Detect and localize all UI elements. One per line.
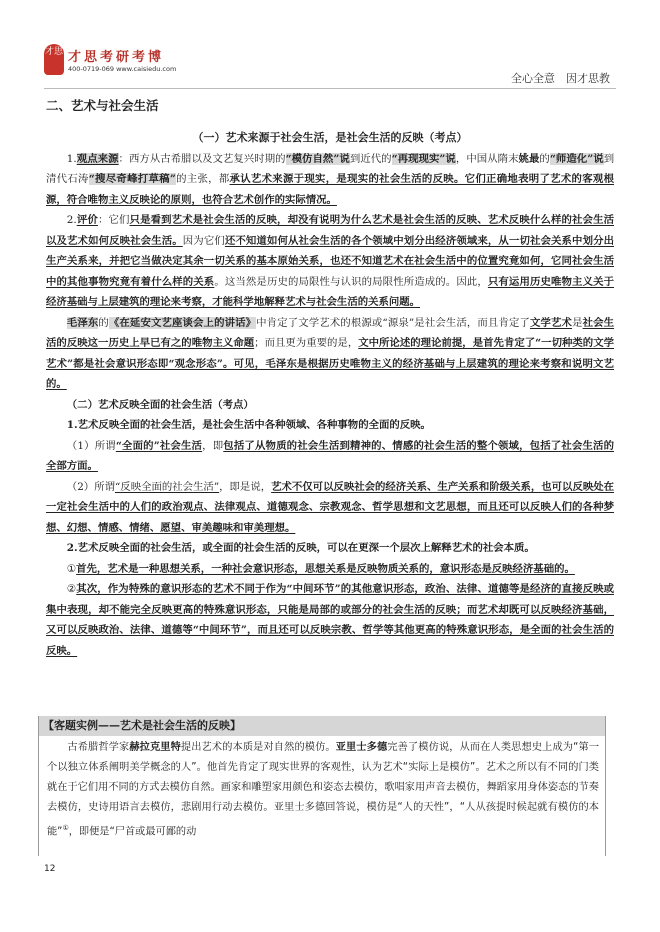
case-example-title: 【客题实例——艺术是社会生活的反映】 [39, 716, 605, 736]
paragraph-2: 2.评价：它们只是看到艺术是社会生活的反映，却没有说明为什么艺术是社会生活的反映、艺术反映什么样的社会生活以及艺术如何反映社会生活。因为它们还不知道如何从社会生活的各个领域中划分出经济领域来，从一切社会关系中划分出生产关系来，并把它当做决定其余一切关系的基本原始关系，也还不知道艺术在社会生活中的位置究竟如何，它同社会生活中的其他事物究竟有着什么样的关系。这当然是历史的局限性与认识的局限性所造成的。因此，只有运用历史唯物主义关于经济基础与上层建筑的理论来考察，才能科学地解释艺术与社会生活的关系问题。 [46, 214, 615, 308]
paragraph-9: ②其次，作为特殊的意识形态的艺术不同于作为“中间环节”的其他意识形态，政治、法律、道德等是经济的直接反映或集中表现，却不能完全反映更高的特殊意识形态，只能是局部的或部分的社会生活的反映；而艺术却既可以反映经济基础，又可以反映政治、法律、道德等“中间环节”，而且还可以反映宗教、哲学等其他更高的特殊意识形态，是全面的社会生活的反映。 [46, 583, 614, 657]
logo [44, 44, 177, 86]
page-number: 12 [44, 864, 56, 874]
footnote-marker: ① [62, 824, 69, 832]
subsection-heading-2: （二）艺术反映全面的社会生活（考点） [66, 398, 254, 411]
paragraph-3: 毛泽东的《在延安文艺座谈会上的讲话》中肯定了文学艺术的根源或“源泉”是社会生活，而且肯定了文学艺术是社会生活的反映这一历史上早已有之的唯物主义命题；而且更为重要的是，文中所论述的理论前提，是首先肯定了“一切种类的文学艺术”都是社会意识形态即“观念形态”。可见，毛泽东是根据历史唯物主义的经济基础与上层建筑的理论来考察和说明文艺的。 [46, 316, 615, 390]
logo-name: 才思考研考博 [68, 50, 165, 65]
case-example-text: 古希腊哲学家赫拉克里特提出艺术的本质是对自然的模仿。亚里士多德完善了模仿说，从而在人类思想史上成为“第一个以独立体系阐明美学概念的人”。他首先肯定了现实世界的客观性，认为艺术“实际上是模仿”。艺术之所以有不同的门类就在于它们用不同的方式去模仿自然。画家和雕塑家用颜色和姿态去模仿，歌唱家用声音去模仿，舞蹈家用身体姿态的节奏去模仿，史诗用语言去模仿，悲剧用行动去模仿。亚里士多德回答说，模仿是“人的天性”，“人从孩提时候起就有模仿的本能”①，即便是“尸首或最可鄙的动 [47, 742, 600, 838]
paragraph-8: ①首先，艺术是一种思想关系，一种社会意识形态，思想关系是反映物质关系的，意识形态是反映经济基础的。 [66, 562, 575, 575]
header-divider [44, 88, 616, 89]
header-motto: 全心全意 因才思教 [511, 72, 610, 85]
document-body [46, 128, 614, 661]
logo-seal: 才思 [44, 44, 64, 75]
logo-contact: 400-0719-069 www.caisiedu.com [68, 65, 177, 73]
paragraph-5: （1）所谓“全面的”社会生活，即包括了从物质的社会生活到精神的、情感的社会生活的整个领域，包括了社会生活的全部方面。 [46, 439, 615, 472]
subsection-heading-1: （一）艺术来源于社会生活，是社会生活的反映（考点） [192, 131, 468, 144]
case-example-box [38, 716, 606, 856]
paragraph-4: 1.艺术反映全面的社会生活，是社会生活中各种领域、各种事物的全面的反映。 [66, 419, 431, 431]
paragraph-1: 1.观点来源：西方从古希腊以及文艺复兴时期的“模仿自然”说到近代的“再现现实”说，中国从隋末姚最的“师造化”说到清代石涛“搜尽奇峰打草稿”的主张，都承认艺术来源于现实，是现实的社会生活的反映。它们正确地表明了艺术的客观根源，符合唯物主义反映论的原则，也符合艺术创作的实际情况。 [46, 152, 615, 206]
section-title: 二、艺术与社会生活 [46, 98, 159, 113]
paragraph-7: 2.艺术反映全面的社会生活，或全面的社会生活的反映，可以在更深一个层次上解释艺术的社会本质。 [66, 542, 535, 554]
paragraph-6: （2）所谓“反映全面的社会生活”，即是说，艺术不仅可以反映社会的经济关系、生产关系和阶级关系，也可以反映处在一定社会生活中的人们的政治观点、法律观点、道德观念、宗教观念、哲学思想和文艺思想，而且还可以反映人们的各种梦想、幻想、情感、情绪、愿望、审美趣味和审美理想。 [46, 480, 615, 534]
